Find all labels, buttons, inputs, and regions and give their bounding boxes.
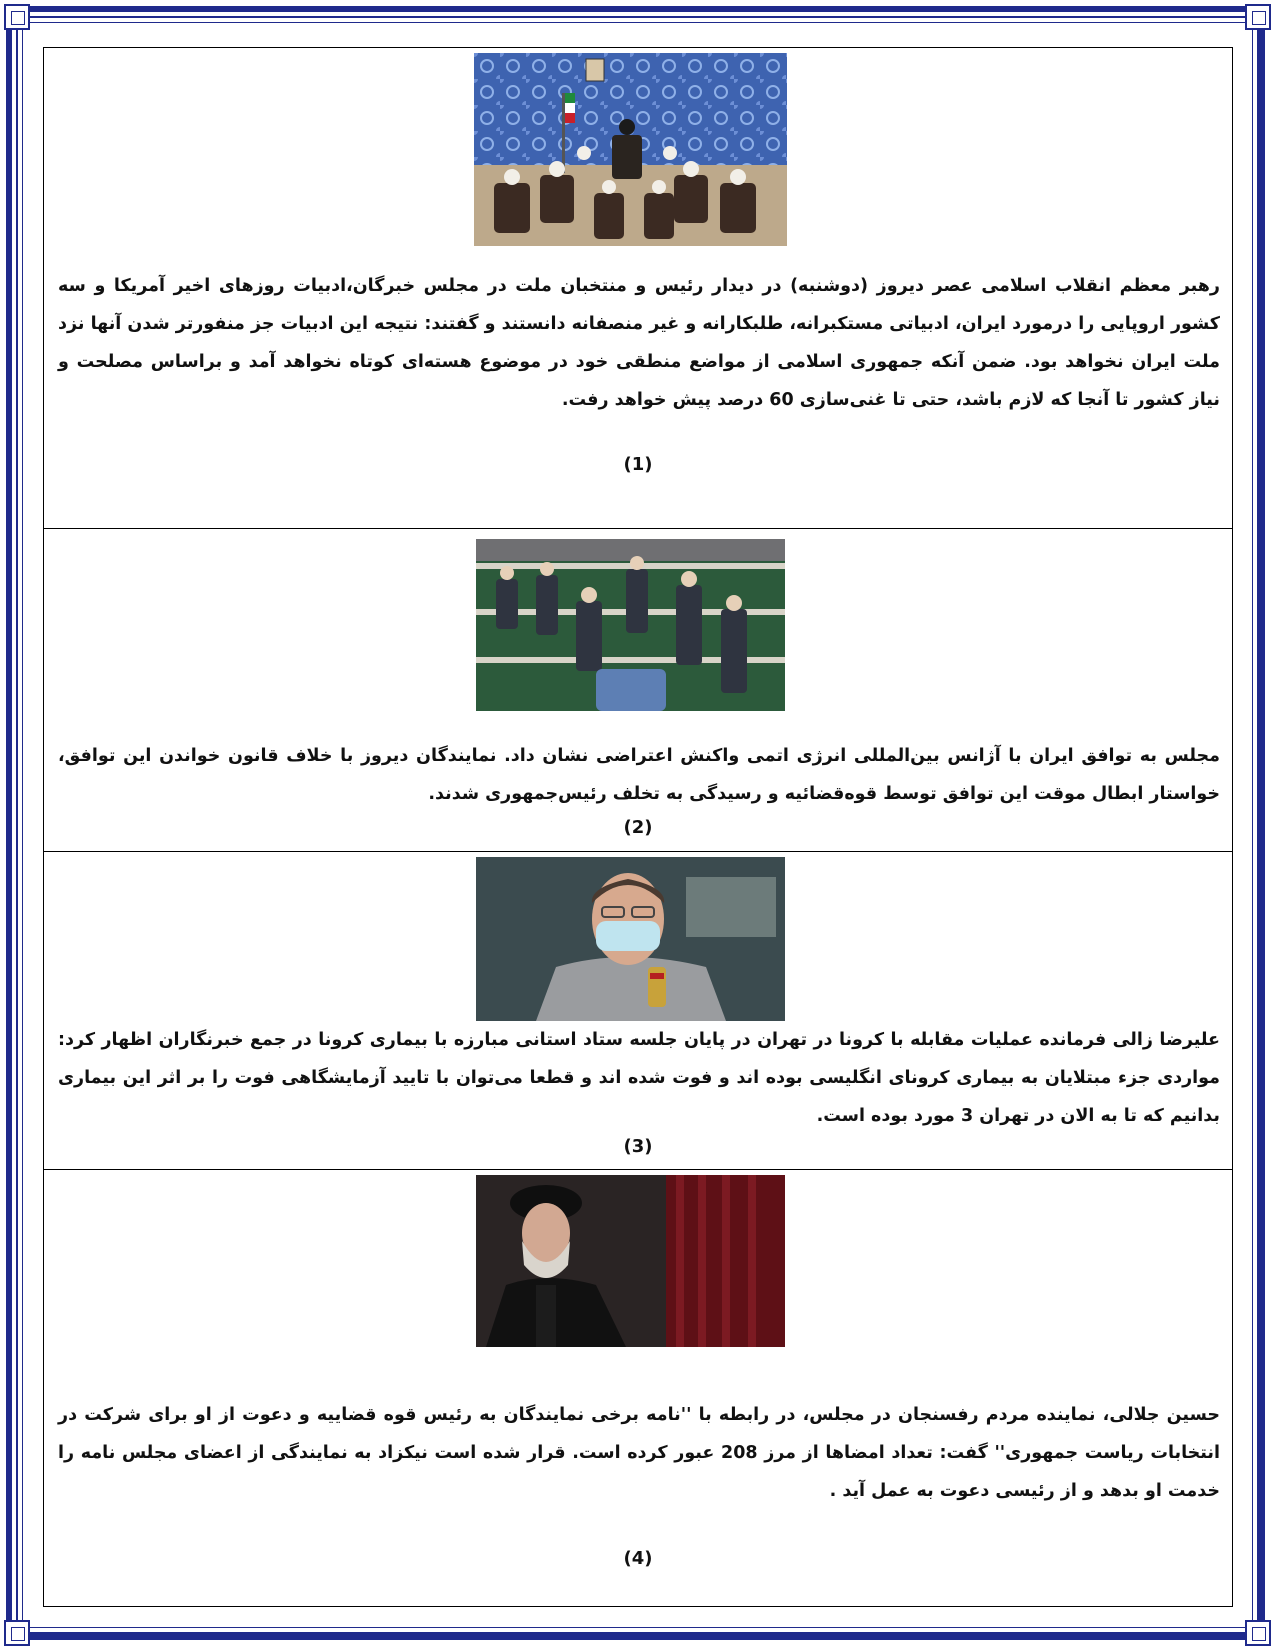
article-1-number: (1): [623, 454, 653, 475]
article-1: [44, 48, 1232, 528]
corner-ornament-top-right: [1245, 4, 1271, 30]
news-table: [43, 47, 1233, 1607]
article-3-photo-illustration: [476, 857, 785, 1021]
article-2-photo-illustration: [476, 539, 785, 711]
article-2-text: مجلس به توافق ایران با آژانس بین‌المللی انرژی اتمی واکنش اعتراضی نشان داد. نمایندگان دیروز با خلاف قانون خواندن این توافق، خواستار ابطال موقت این توافق توسط قوه‌قضائیه و رسیدگی به تخلف رئیس‌جمهوری شدند.: [58, 746, 1220, 804]
corner-ornament-bottom-left: [4, 1620, 30, 1646]
article-3-number: (3): [623, 1136, 653, 1157]
corner-ornament-bottom-right: [1245, 1620, 1271, 1646]
article-1-photo: [474, 53, 787, 246]
article-4-number: (4): [623, 1548, 653, 1569]
article-1-text: رهبر معظم انقلاب اسلامی عصر دیروز (دوشنبه) در دیدار رئیس و منتخبان ملت در مجلس خبرگان،ادبیات روزهای اخیر آمریکا و سه کشور اروپایی را درمورد ایران، ادبیاتی مستکبرانه، طلبکارانه و غیر منصفانه دانستند و گفتند: نتیجه این ادبیات جز منفورتر شدن آنها نزد ملت ایران نخواهد بود. ضمن آنکه جمهوری اسلامی از مواضع منطقی خود در موضوع هسته‌ای کوتاه نخواهد آمد و براساس مصلحت و نیاز کشور تا آنجا که لازم باشد، حتی تا غنی‌سازی 60 درصد پیش خواهد رفت.: [58, 276, 1220, 410]
article-2: [44, 528, 1232, 851]
article-3: [44, 851, 1232, 1169]
article-4-text: حسین جلالی، نماینده مردم رفسنجان در مجلس، در رابطه با ''نامه برخی نمایندگان به رئیس قوه قضاییه و دعوت از او برای شرکت در انتخابات ریاست جمهوری'' گفت: تعداد امضاها از مرز 208 عبور کرده است. قرار شده است نیکزاد به نمایندگی از اعضای مجلس نامه را خدمت او بدهد و از رئیسی دعوت به عمل آید .: [58, 1405, 1220, 1501]
article-1-photo-illustration: [474, 53, 787, 246]
article-2-number: (2): [623, 817, 653, 838]
corner-ornament-top-left: [4, 4, 30, 30]
article-2-photo: [476, 539, 785, 711]
article-3-photo: [476, 857, 785, 1021]
article-4: [44, 1169, 1232, 1606]
article-4-photo-illustration: [476, 1175, 785, 1347]
article-3-text: علیرضا زالی فرمانده عملیات مقابله با کرونا در تهران در پایان جلسه ستاد استانی مبارزه با بیماری کرونا در جمع خبرنگاران اظهار کرد: مواردی جزء مبتلایان به بیماری کرونای انگلیسی بوده اند و فوت شده اند و قطعا می‌توان با تایید آزمایشگاهی فوت را بر اثر این بیماری بدانیم که تا به الان در تهران 3 مورد بوده است.: [58, 1030, 1220, 1126]
article-4-photo: [476, 1175, 785, 1347]
